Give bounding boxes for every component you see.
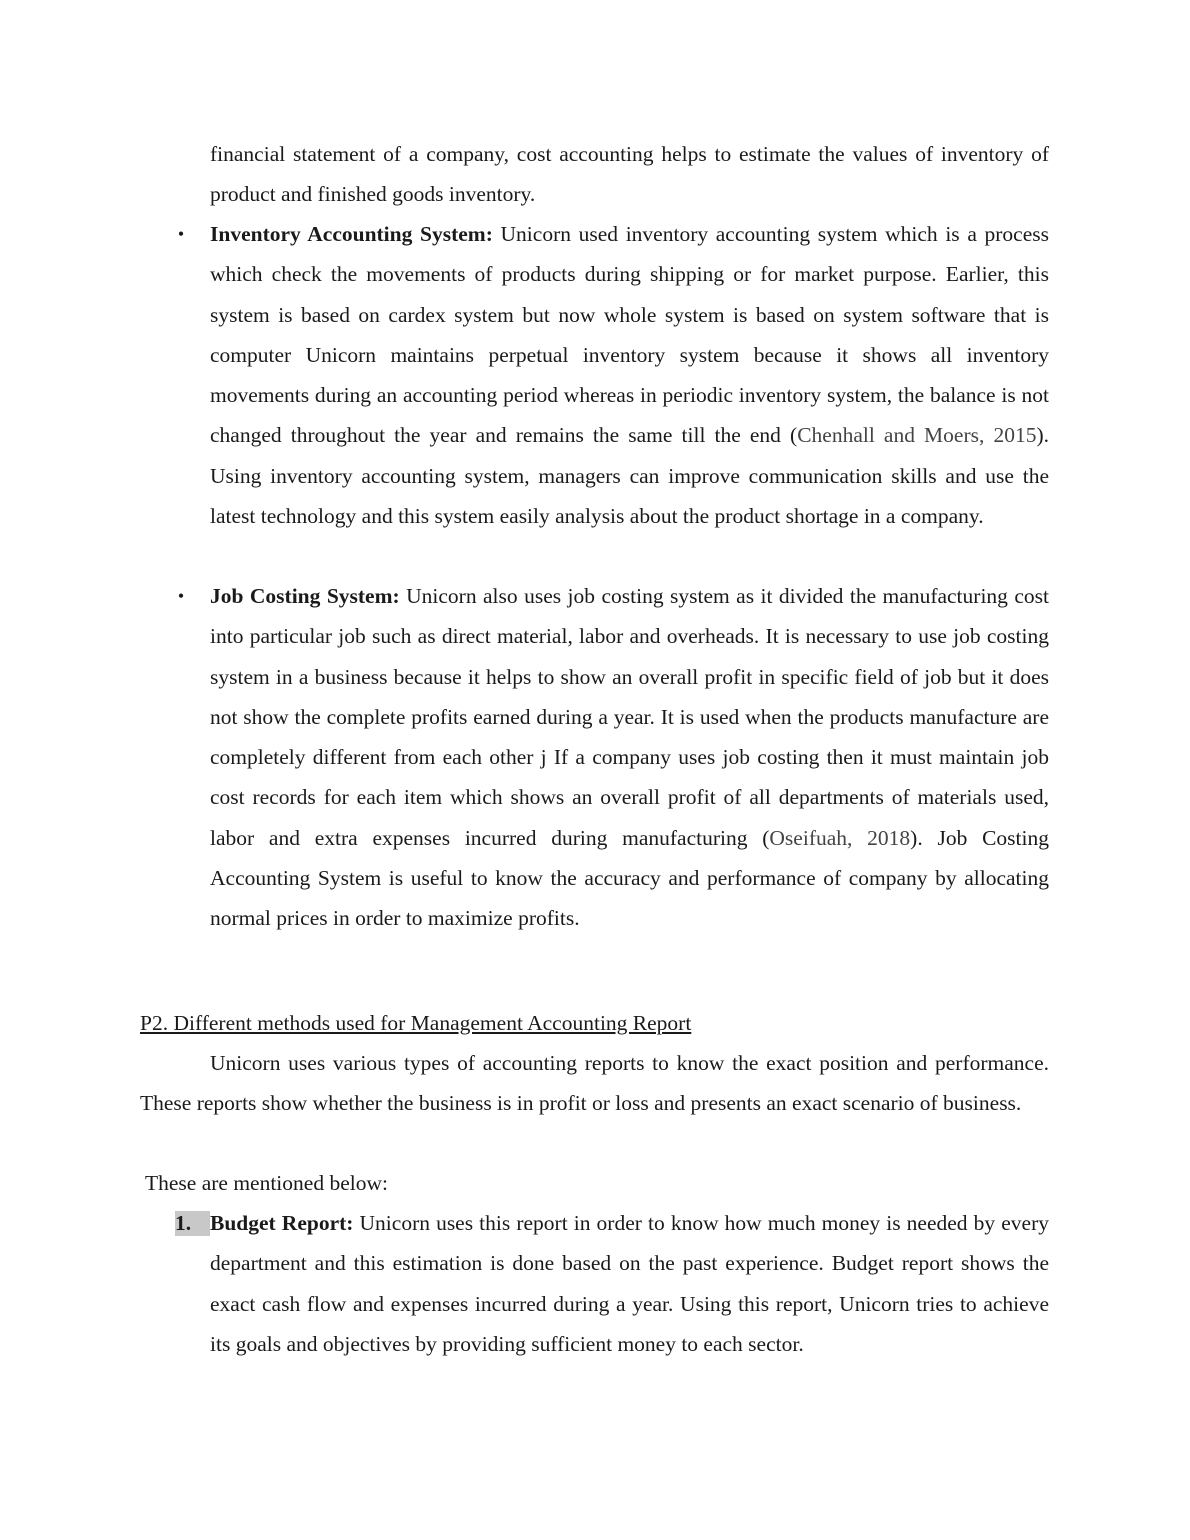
inventory-citation: Chenhall and Moers, 2015 (797, 423, 1037, 448)
job-costing-title: Job Costing System: (210, 584, 400, 608)
inventory-accounting-text-b: ). Using inventory accounting system, managers can improve communication skills and use the latest technology and this system easily analysis about the product shortage in a company. (210, 423, 1049, 529)
inventory-accounting-text-a: Unicorn used inventory accounting system which is a process which check the movements of products during shipping or for market purpose. Earlier, this system is based on cardex system but now whole system is based on system software that is computer Unicorn maintains perpetual inventory system because it shows all inventory movements during an accounting period whereas in periodic inventory system, the balance is not changed throughout the year and remains the same till the end ( (210, 222, 1049, 448)
job-costing-text-b: ). Job Costing Accounting System is useful to know the accuracy and performance of company by allocating normal prices in order to maximize profits. (210, 825, 1049, 931)
budget-report-text: Unicorn uses this report in order to know how much money is needed by every department and this estimation is done based on the past experience. Budget report shows the exact cash flow and expenses incurred during a year. Using this report, Unicorn tries to achieve its goals and objectives by providing sufficient money to each sector. (210, 1211, 1049, 1356)
bullet-icon: • (177, 586, 185, 606)
job-costing-paragraph (210, 576, 1049, 939)
inventory-accounting-title: Inventory Accounting System: (210, 222, 493, 246)
mentioned-below-text: These are mentioned below: (140, 1171, 388, 1195)
section-heading: P2. Different methods used for Management Accounting Report (140, 1011, 692, 1035)
job-costing-text-a: Unicorn also uses job costing system as it divided the manufacturing cost into particular job such as direct material, labor and overheads. It is necessary to use job costing system in a business because it helps to show an overall profit in specific field of job but it does not show the complete profits earned during a year. It is used when the products manufacture are completely different from each other j If a company uses job costing then it must maintain job cost records for each item which shows an overall profit of all departments of materials used, labor and extra expenses incurred during manufacturing ( (210, 584, 1049, 850)
bullet-icon: • (177, 224, 185, 244)
budget-report-title: Budget Report: (210, 1211, 354, 1235)
inventory-accounting-paragraph (210, 214, 1049, 536)
section-intro-paragraph: Unicorn uses various types of accounting reports to know the exact position and performance. These reports show whether the business is in profit or loss and presents an exact scenario of business. (140, 1051, 1049, 1116)
continuation-text: financial statement of a company, cost accounting helps to estimate the values of inventory of product and finished goods inventory. (210, 142, 1049, 207)
job-costing-citation: Oseifuah, 2018 (769, 825, 911, 850)
continuation-paragraph (210, 134, 1049, 215)
budget-report-paragraph (210, 1203, 1049, 1364)
list-number-badge: 1. (175, 1211, 210, 1236)
